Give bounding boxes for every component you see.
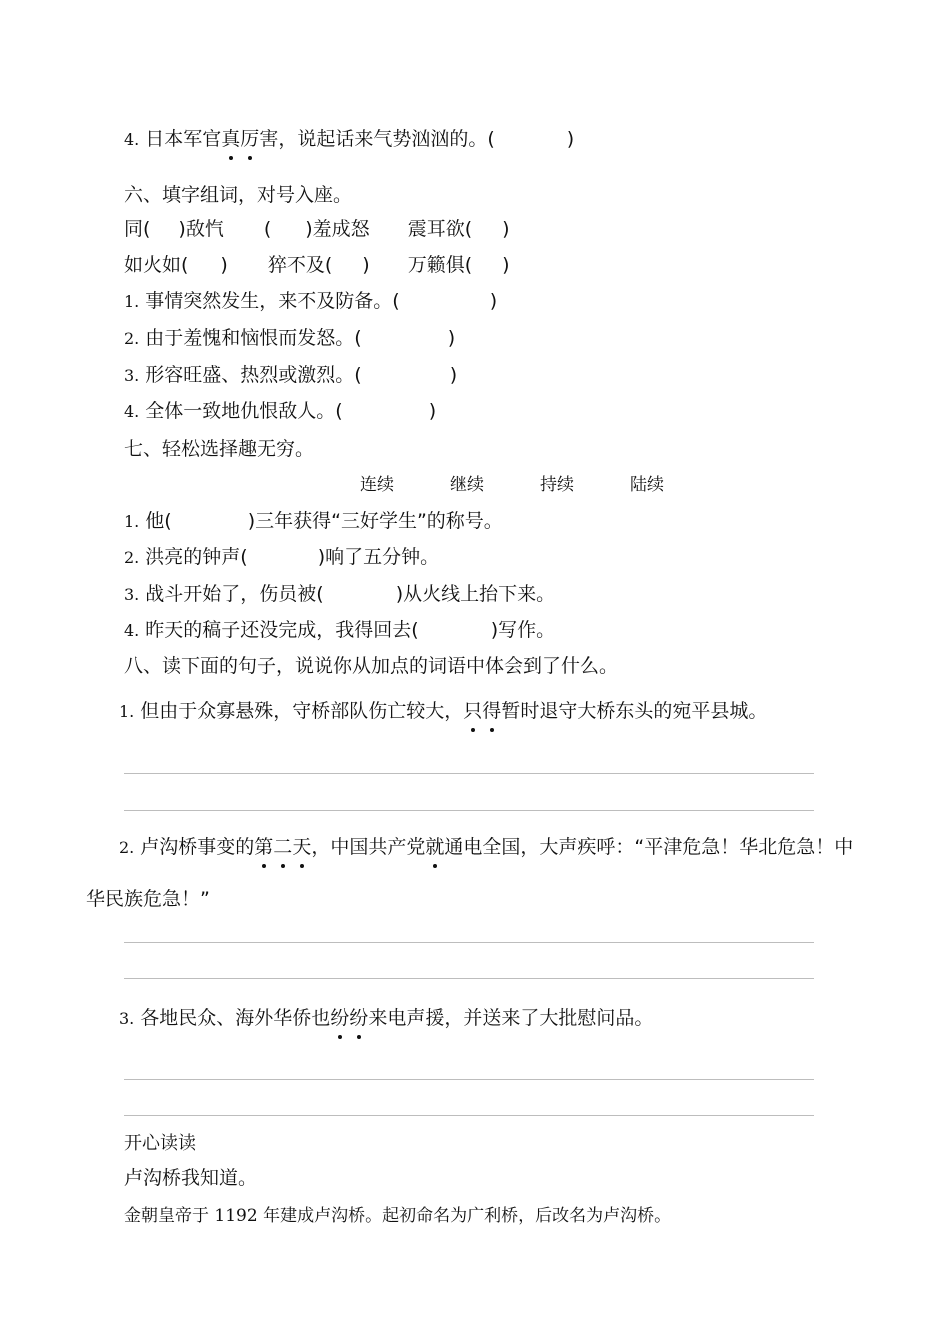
answer-line[interactable] [124,810,814,811]
answer-line[interactable] [124,773,814,774]
section-6-title: 六、填字组词，对号入座。 [124,184,353,206]
list-item: 1. 事情突然发生，来不及防备。( ) [124,290,498,312]
emphasis-dot-char: 真 [221,128,241,150]
word-bank-item: 连续 [360,475,394,495]
fill-row-1: 同( )敌忾 ( )羞成怒 震耳欲( ) [124,218,510,240]
word-bank [360,472,664,498]
sentence-3: 3. 各地民众、海外华侨也纷纷来电声援，并送来了大批慰问品。 [119,1007,654,1029]
question-4-carry: 4. 日本军官真厉害，说起话来气势汹汹的。( ) [124,128,575,150]
emphasis-dot-char: 只 [463,700,483,722]
word-bank-item: 陆续 [630,475,664,495]
emphasis-dot-char: 就 [425,836,445,858]
sentence-1: 1. 但由于众寡悬殊，守桥部队伤亡较大，只得暂时退守大桥东头的宛平县城。 [119,700,768,722]
sentence-2: 2. 卢沟桥事变的第二天，中国共产党就通电全国，大声疾呼：“平津危急！华北危急！中 [119,836,854,858]
fill-row-2: 如火如( ) 猝不及( ) 万籁俱( ) [124,254,510,276]
list-item: 3. 战斗开始了，伤员被( )从火线上抬下来。 [124,583,556,605]
section-7-title: 七、轻松选择趣无穷。 [124,438,315,460]
list-item: 4. 全体一致地仇恨敌人。( ) [124,400,437,422]
list-item: 1. 他( )三年获得“三好学生”的称号。 [124,510,503,532]
section-8-title: 八、读下面的句子，说说你从加点的词语中体会到了什么。 [124,655,619,677]
reading-body: 金朝皇帝于 1192 年建成卢沟桥。起初命名为广利桥，后改名为卢沟桥。 [124,1206,672,1226]
emphasis-dot-char: 纷 [349,1007,369,1029]
word-bank-item: 继续 [450,475,484,495]
answer-line[interactable] [124,1115,814,1116]
answer-line[interactable] [124,942,814,943]
emphasis-dot-char: 厉 [240,128,260,150]
answer-line[interactable] [124,978,814,979]
emphasis-dot-char: 纷 [330,1007,350,1029]
list-item: 2. 洪亮的钟声( )响了五分钟。 [124,546,440,568]
list-item: 2. 由于羞愧和恼恨而发怒。( ) [124,327,456,349]
emphasis-dot-char: 天 [292,836,312,858]
list-item: 4. 昨天的稿子还没完成，我得回去( )写作。 [124,619,556,641]
answer-line[interactable] [124,1079,814,1080]
question-number: 4. [124,130,140,149]
emphasis-dot-char: 第 [254,836,274,858]
emphasis-dot-char: 得 [482,700,502,722]
reading-subtitle: 卢沟桥我知道。 [124,1167,258,1189]
list-item: 3. 形容旺盛、热烈或激烈。( ) [124,364,458,386]
sentence-2-continued: 华民族危急！” [86,888,210,910]
reading-heading: 开心读读 [124,1133,196,1154]
word-bank-item: 持续 [540,475,574,495]
emphasis-dot-char: 二 [273,836,293,858]
